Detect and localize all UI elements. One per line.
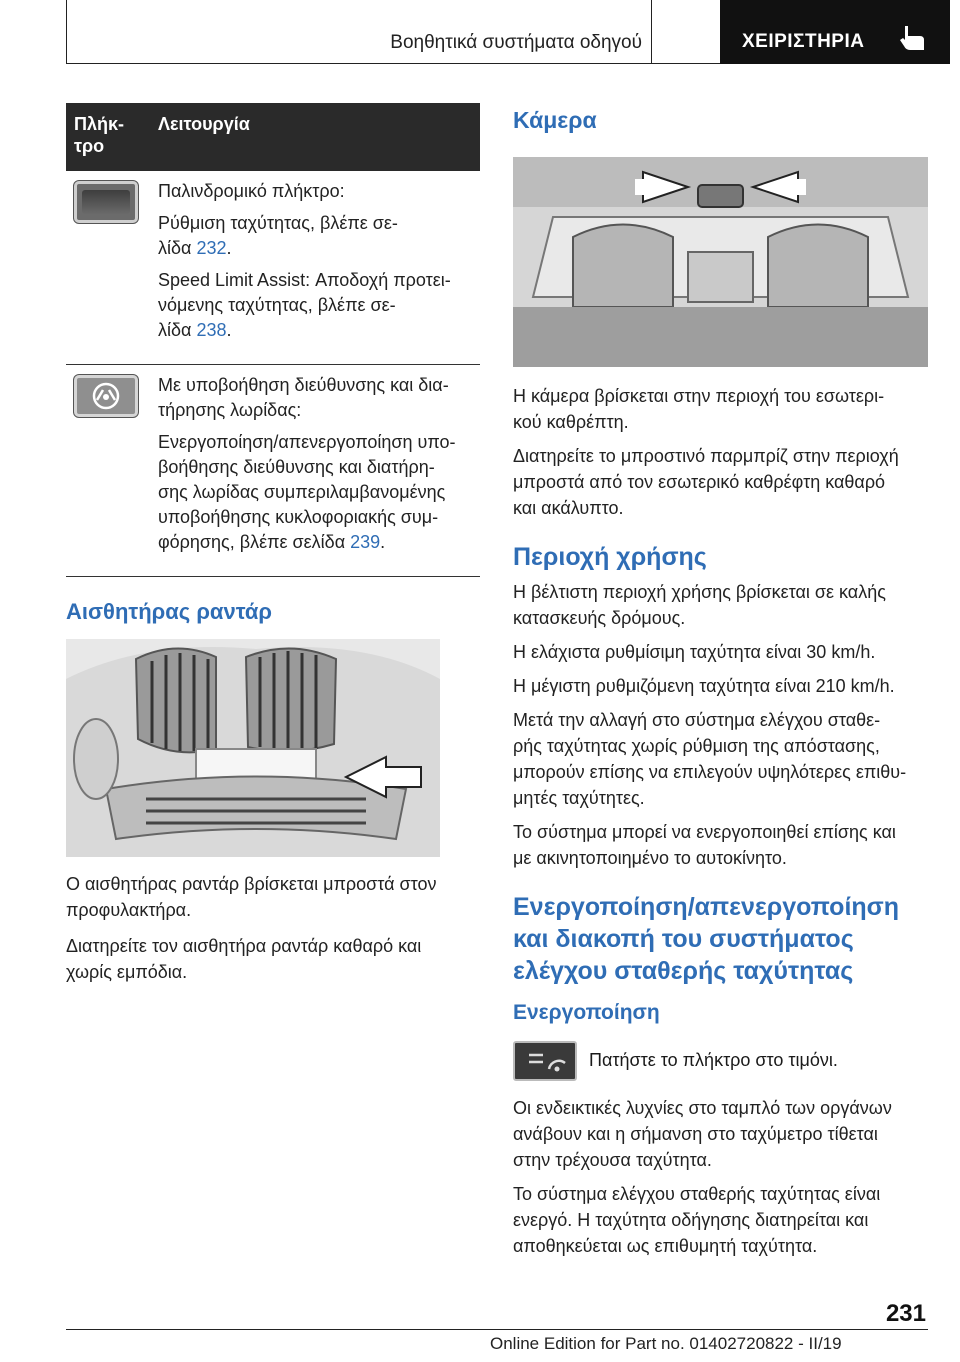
usage-standstill-text: Το σύστημα μπορεί να ενεργοποιηθεί επίσης και με ακινητοποιημένο το αυτοκίνητο. bbox=[513, 822, 896, 868]
header-chapter-tab[interactable] bbox=[720, 0, 950, 64]
header-rule-left bbox=[66, 0, 67, 64]
camera-location-text: Η κάμερα βρίσκεται στην περιοχή του εσωτερι- κού καθρέπτη. bbox=[513, 386, 885, 432]
page-link-238[interactable]: 238 bbox=[196, 320, 227, 340]
pointing-hand-icon bbox=[898, 24, 928, 52]
footer-edition: Online Edition for Part no. 01402720822 - II/19 bbox=[490, 1334, 842, 1353]
radar-location-text: Ο αισθητήρας ραντάρ βρίσκεται μπροστά στον προφυλακτήρα. bbox=[66, 874, 437, 920]
usage-roads-text: Η βέλτιστη περιοχή χρήσης βρίσκεται σε καλής κατασκευής δρόμους. bbox=[513, 582, 886, 628]
header-section-title: Βοηθητικά συστήματα οδηγού bbox=[390, 32, 642, 53]
page-link-239[interactable]: 239 bbox=[350, 532, 381, 552]
page-link-232[interactable]: 232 bbox=[196, 238, 227, 258]
controls-table bbox=[66, 103, 480, 577]
activation-active-text: Το σύστημα ελέγχου σταθερής ταχύτητας είναι ενεργό. Η ταχύτητα οδήγησης διατηρείται και αποθηκεύεται ως επιθυμητή ταχύτητα. bbox=[513, 1184, 881, 1256]
cruise-control-icon bbox=[513, 1041, 577, 1081]
speed-limit-assist-label: Speed Limit Assist: Αποδοχή προτει- νόμενης ταχύτητας, βλέπε σε- λίδα bbox=[158, 270, 451, 340]
usage-higher-speeds-text: Μετά την αλλαγή στο σύστημα ελέγχου σταθε- ρής ταχύτητας χωρίς ρύθμιση της απόστασης, μπορούν επίσης να επιλεγούν υψηλότερες επιθυ- μητές ταχύτητες. bbox=[513, 710, 907, 808]
usage-max-speed-text: Η μέγιστη ρυθμιζόμενη ταχύτητα είναι 210 km/h. bbox=[513, 676, 895, 696]
speed-setting-text: Ρύθμιση ταχύτητας, βλέπε σε- λίδα 232. bbox=[158, 213, 398, 258]
radar-sensor-photo bbox=[66, 639, 440, 857]
radar-sensor-heading: Αισθητήρας ραντάρ bbox=[66, 599, 273, 624]
table-cell-icon bbox=[66, 365, 150, 577]
table-cell-function bbox=[150, 365, 480, 577]
speed-limit-assist-text: Speed Limit Assist: Αποδοχή προτει- νόμενης ταχύτητας, βλέπε σε- λίδα 238. bbox=[158, 270, 451, 340]
speed-setting-label: Ρύθμιση ταχύτητας, βλέπε σε- λίδα bbox=[158, 213, 398, 258]
left-column bbox=[66, 103, 480, 985]
header-rule-mid bbox=[651, 0, 652, 64]
table-row bbox=[66, 171, 480, 365]
lane-assist-heading: Με υποβοήθηση διεύθυνσης και δια- τήρησης λωρίδας: bbox=[158, 375, 449, 420]
camera-clean-text: Διατηρείτε το μπροστινό παρμπρίζ στην περιοχή μπροστά από τον εσωτερικό καθρέφτη καθαρό και ακάλυπτο. bbox=[513, 446, 899, 518]
header-chapter-label: ΧΕΙΡΙΣΤΗΡΙΑ bbox=[742, 31, 865, 52]
lane-assist-text: Ενεργοποίηση/απενεργοποίηση υπο- βοήθησης διεύθυνσης και διατήρη- σης λωρίδας συμπεριλαμβανομένης υποβοήθησης κυκλοφοριακής συμ- φόρησης, βλέπε σελίδα 239. bbox=[158, 432, 456, 552]
activation-indicator-text: Οι ενδεικτικές λυχνίες στο ταμπλό των οργάνων ανάβουν και η σήμανση στο ταχύμετρο τίθεται στην τρέχουσα ταχύτητα. bbox=[513, 1098, 892, 1170]
page-number: 231 bbox=[885, 1300, 926, 1327]
radar-clean-text: Διατηρείτε τον αισθητήρα ραντάρ καθαρό και χωρίς εμπόδια. bbox=[66, 936, 422, 982]
table-cell-icon bbox=[66, 171, 150, 365]
camera-photo bbox=[513, 157, 928, 367]
activation-heading: Ενεργοποίηση/απενεργοποίηση και διακοπή του συστήματος ελέγχου σταθερής ταχύτητας bbox=[513, 893, 900, 985]
usage-min-speed-text: Η ελάχιστα ρυθμίσιμη ταχύτητα είναι 30 km/h. bbox=[513, 642, 876, 662]
table-header-function: Λειτουργία bbox=[150, 103, 480, 171]
table-header-key: Πλήκ- τρο bbox=[66, 103, 150, 171]
activation-control-row bbox=[513, 1041, 928, 1081]
table-header-row bbox=[66, 103, 480, 171]
lane-assist-label: Ενεργοποίηση/απενεργοποίηση υπο- βοήθησης διεύθυνσης και διατήρη- σης λωρίδας συμπεριλαμβανομένης υποβοήθησης κυκλοφοριακής συμ- φόρησης, βλέπε σελίδα bbox=[158, 432, 456, 552]
rocker-button-icon bbox=[74, 181, 138, 223]
usage-heading: Περιοχή χρήσης bbox=[513, 543, 707, 571]
table-row bbox=[66, 365, 480, 577]
table-cell-function bbox=[150, 171, 480, 365]
footer-rule bbox=[66, 1329, 928, 1330]
activation-instruction: Πατήστε το πλήκτρο στο τιμόνι. bbox=[589, 1050, 838, 1070]
steering-lane-assist-icon bbox=[74, 375, 138, 417]
camera-heading: Κάμερα bbox=[513, 107, 597, 133]
rocker-description: Παλινδρομικό πλήκτρο: bbox=[158, 181, 345, 201]
right-column bbox=[513, 103, 928, 1267]
activation-subheading: Ενεργοποίηση bbox=[513, 1001, 660, 1024]
